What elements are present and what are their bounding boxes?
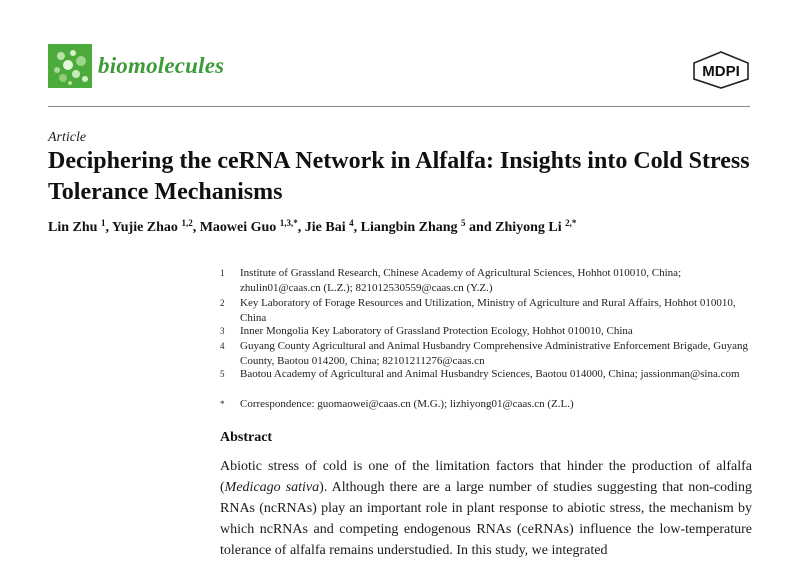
affiliation-text: Inner Mongolia Key Laboratory of Grassland Protection Ecology, Hohhot 010010, China bbox=[240, 325, 633, 337]
author-name[interactable]: Yujie Zhao bbox=[111, 220, 178, 235]
affiliation-text: Correspondence: guomaowei@caas.cn (M.G.); lizhiyong01@caas.cn (Z.L.) bbox=[240, 398, 574, 410]
affiliation-text: Key Laboratory of Forage Resources and Utilization, Ministry of Agriculture and Rural Affairs, Hohhot 010010, China bbox=[240, 297, 736, 324]
author-separator: , bbox=[192, 220, 200, 235]
author-list bbox=[48, 218, 758, 236]
article-type: Article bbox=[48, 130, 87, 145]
svg-text:MDPI: MDPI bbox=[702, 63, 740, 80]
author-affiliation-mark: 2,* bbox=[565, 218, 577, 228]
affiliation-number: 2 bbox=[220, 298, 225, 308]
author-separator: , bbox=[353, 220, 361, 235]
author-affiliation-mark: 4 bbox=[349, 218, 354, 228]
affiliation-number: * bbox=[220, 399, 225, 409]
author-name[interactable]: Zhiyong Li bbox=[495, 220, 562, 235]
author-affiliation-mark: 1 bbox=[100, 218, 106, 228]
author-name[interactable]: Maowei Guo bbox=[199, 220, 277, 235]
abstract-heading: Abstract bbox=[220, 430, 273, 445]
author-separator: , bbox=[105, 220, 112, 235]
affiliation-number: 4 bbox=[220, 341, 225, 351]
affiliation-text: Guyang County Agricultural and Animal Husbandry Comprehensive Administrative Enforcement Brigade, Guyang County, Baotou 014200, China; 82101211276@caas.cn bbox=[240, 340, 749, 367]
affiliation-text: Baotou Academy of Agricultural and Animal Husbandry Sciences, Baotou 014000, China; jassionman@sina.com bbox=[240, 368, 740, 380]
species-name: Medicago sativa bbox=[224, 480, 320, 495]
publisher-logo bbox=[692, 51, 750, 89]
author-separator: , bbox=[297, 220, 305, 235]
author-affiliation-mark: 1,3,* bbox=[279, 218, 298, 228]
affiliation-text: Institute of Grassland Research, Chinese Academy of Agricultural Sciences, Hohhot 010010, China; zhulin01@caas.cn (L.Z.); 821012530559@caas.cn (Y.Z.) bbox=[240, 267, 682, 294]
journal-header bbox=[0, 0, 800, 108]
article-title: Deciphering the ceRNA Network in Alfalfa: Insights into Cold Stress Tolerance Mechanisms bbox=[48, 148, 750, 205]
author-separator: and bbox=[465, 220, 496, 235]
author-affiliation-mark: 5 bbox=[461, 218, 466, 228]
header-divider bbox=[48, 106, 750, 107]
affiliation-number: 1 bbox=[220, 268, 225, 278]
author-name[interactable]: Jie Bai bbox=[304, 220, 346, 235]
author-name[interactable]: Liangbin Zhang bbox=[360, 220, 458, 235]
journal-name: biomolecules bbox=[98, 53, 225, 78]
abstract-text: Abiotic stress of cold is one of the limitation factors that hinder the production of alfalfa (Medicago sativa). Although there are a large number of studies suggesting that non-coding RNAs (ncRNAs) play an important role in plant response to abiotic stress, the mechanism by which ncRNAs and competing endogenous RNAs (ceRNAs) influence the low-temperature tolerance of alfalfa remains understudied. In this study, we integrated bbox=[220, 459, 752, 558]
affiliation-number: 5 bbox=[220, 369, 225, 379]
journal-logo bbox=[48, 44, 92, 88]
author-affiliation-mark: 1,2 bbox=[181, 218, 193, 228]
author-name[interactable]: Lin Zhu bbox=[48, 220, 98, 235]
affiliation-number: 3 bbox=[220, 326, 225, 336]
